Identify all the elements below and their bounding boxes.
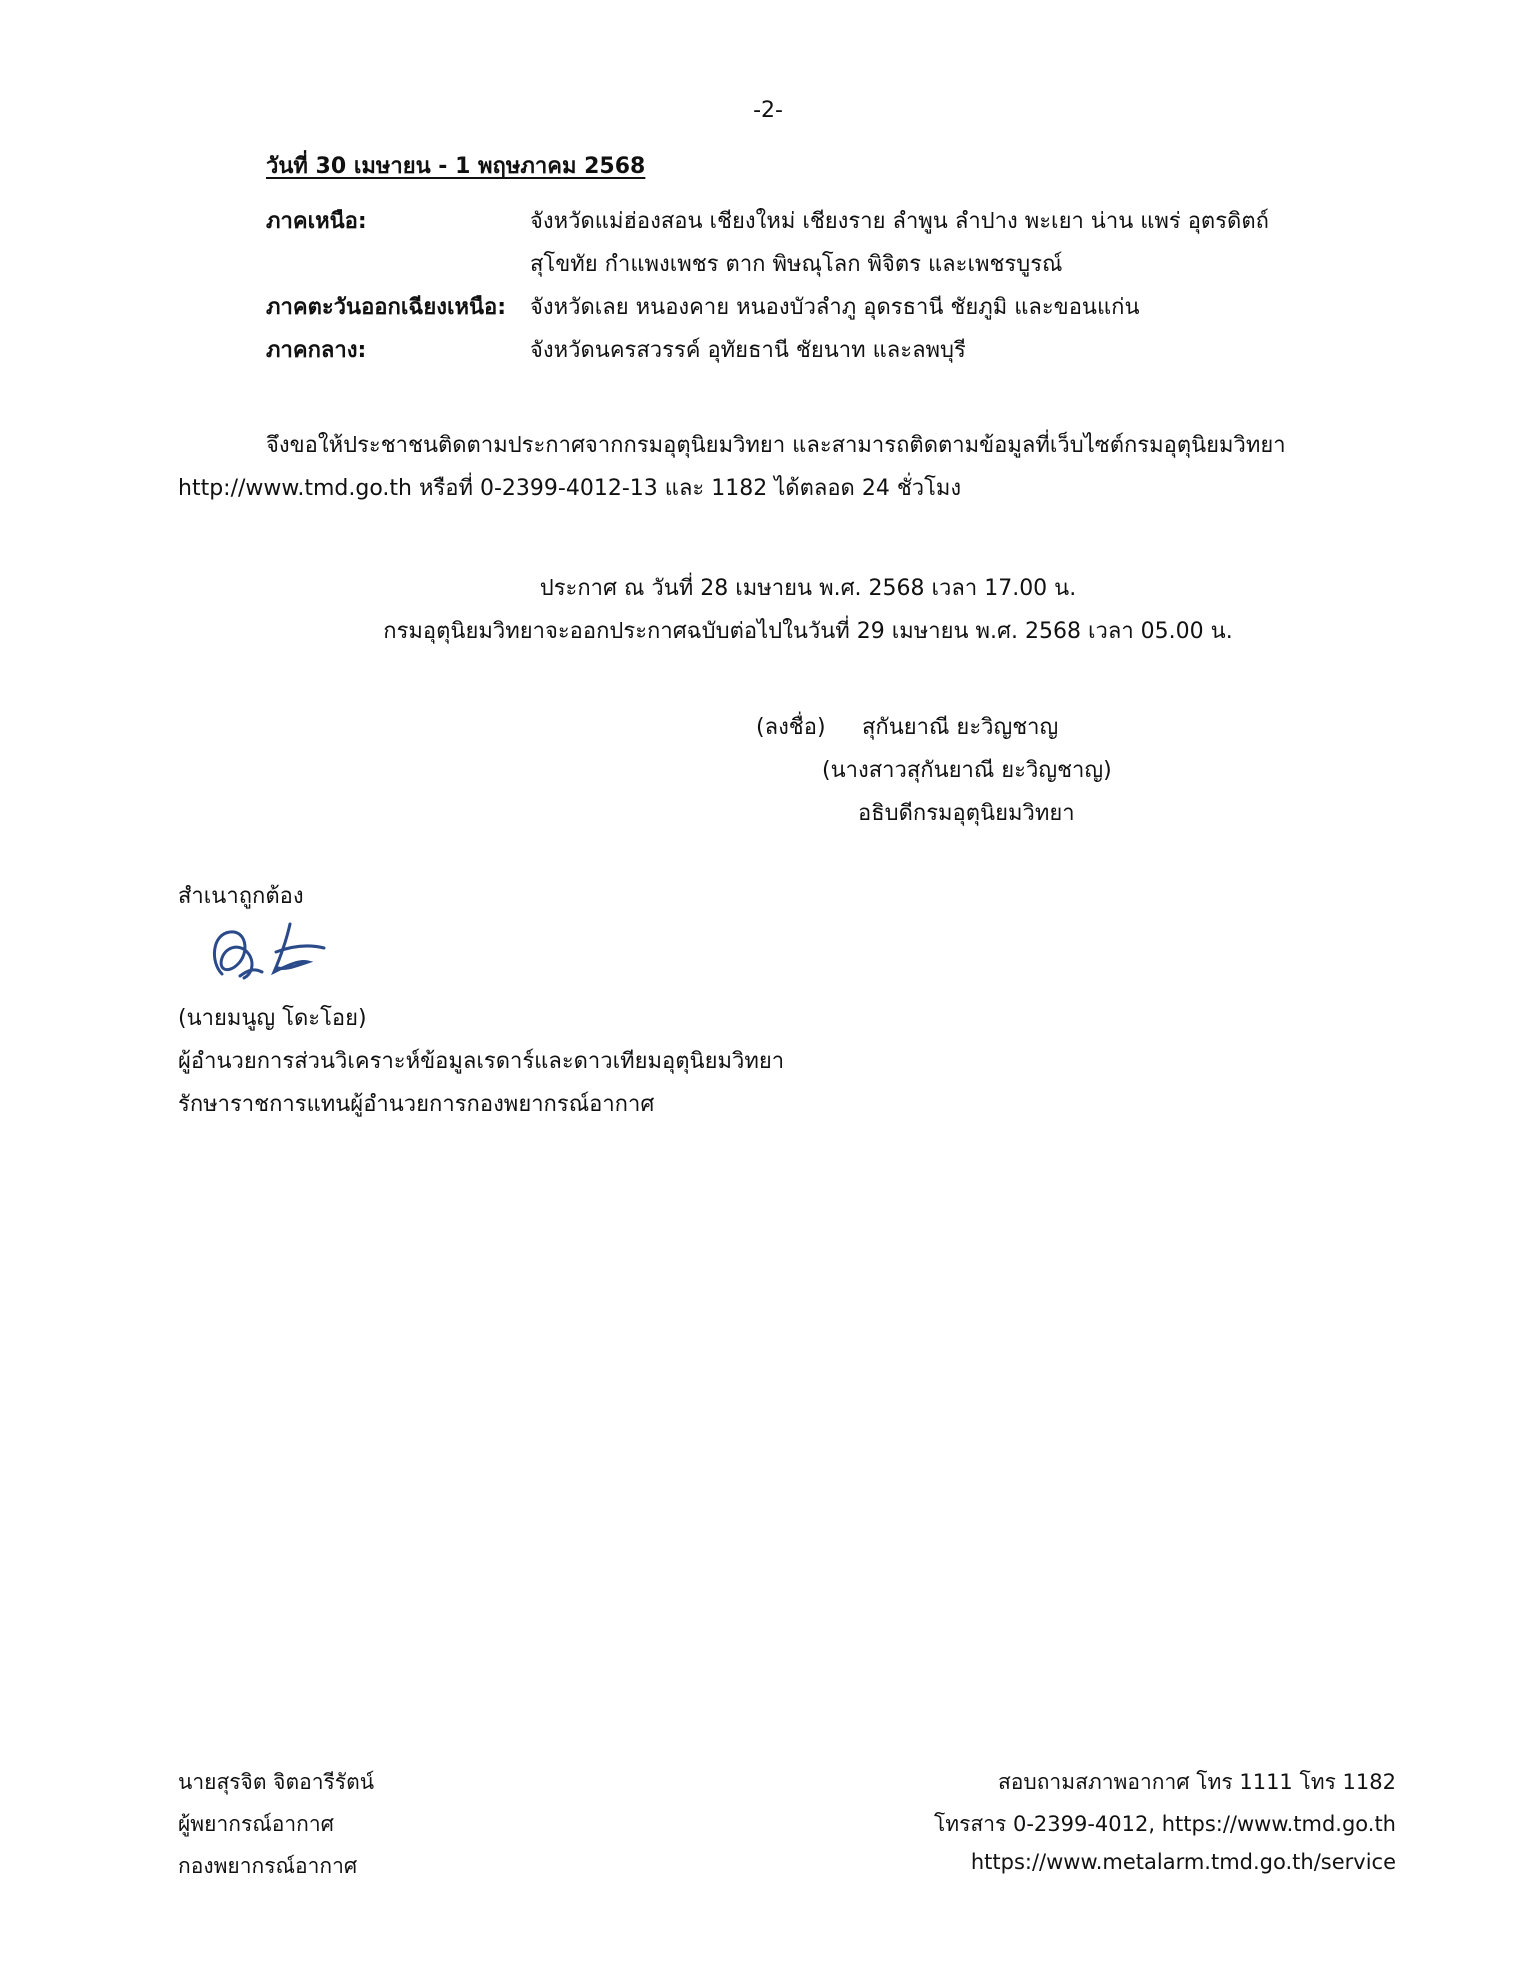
region-label-northeast: ภาคตะวันออกเฉียงเหนือ: [266, 295, 507, 320]
announcement-next: กรมอุตุนิยมวิทยาจะออกประกาศฉบับต่อไปในวันที่ 29 เมษายน พ.ศ. 2568 เวลา 05.00 น. [383, 619, 1233, 644]
region-north-line-2: สุโขทัย กำแพงเพชร ตาก พิษณุโลก พิจิตร และเพชรบูรณ์ [530, 252, 1063, 277]
region-label-central: ภาคกลาง: [266, 338, 367, 363]
signed-label: (ลงชื่อ) [756, 715, 826, 740]
region-central-line-1: จังหวัดนครสวรรค์ อุทัยธานี ชัยนาท และลพบุรี [530, 338, 966, 363]
signed-name: สุกันยาณี ยะวิญชาญ [862, 715, 1059, 740]
footer-contact-phone: สอบถามสภาพอากาศ โทร 1111 โทร 1182 [997, 1770, 1396, 1794]
footer-forecaster-role: ผู้พยากรณ์อากาศ [178, 1812, 334, 1836]
page-number: -2- [753, 98, 783, 123]
certified-name: (นายมนูญ โดะโอย) [178, 1006, 367, 1031]
date-heading: วันที่ 30 เมษายน - 1 พฤษภาคม 2568 [266, 154, 646, 179]
footer-contact-fax: โทรสาร 0-2399-4012, https://www.tmd.go.th [934, 1812, 1396, 1836]
signatory-full-name: (นางสาวสุกันยาณี ยะวิญชาญ) [822, 758, 1112, 783]
certified-label: สำเนาถูกต้อง [178, 884, 304, 909]
certified-position-1: ผู้อำนวยการส่วนวิเคราะห์ข้อมูลเรดาร์และดาวเทียมอุตุนิยมวิทยา [178, 1049, 785, 1074]
handwritten-signature [200, 912, 330, 992]
certified-position-2: รักษาราชการแทนผู้อำนวยการกองพยากรณ์อากาศ [178, 1092, 655, 1117]
footer-contact-url: https://www.metalarm.tmd.go.th/service [970, 1850, 1396, 1874]
footer-division: กองพยากรณ์อากาศ [178, 1854, 358, 1878]
region-label-north: ภาคเหนือ: [266, 209, 367, 234]
advisory-paragraph: จึงขอให้ประชาชนติดตามประกาศจากกรมอุตุนิยมวิทยา และสามารถติดตามข้อมูลที่เว็บไซต์กรมอุตุนิยมวิทยา http://www.tmd.go.th หรือที่ 0-2399-4012-13 และ 1182 ได้ตลอด 24 ชั่วโมง [178, 433, 1286, 501]
region-north-line-1: จังหวัดแม่ฮ่องสอน เชียงใหม่ เชียงราย ลำพูน ลำปาง พะเยา น่าน แพร่ อุตรดิตถ์ [530, 209, 1269, 234]
footer-forecaster-name: นายสุรจิต จิตอารีรัตน์ [178, 1770, 375, 1794]
signatory-position: อธิบดีกรมอุตุนิยมวิทยา [858, 801, 1075, 826]
announcement-issued: ประกาศ ณ วันที่ 28 เมษายน พ.ศ. 2568 เวลา 17.00 น. [539, 576, 1077, 601]
region-northeast-line-1: จังหวัดเลย หนองคาย หนองบัวลำภู อุดรธานี ชัยภูมิ และขอนแก่น [530, 295, 1140, 320]
